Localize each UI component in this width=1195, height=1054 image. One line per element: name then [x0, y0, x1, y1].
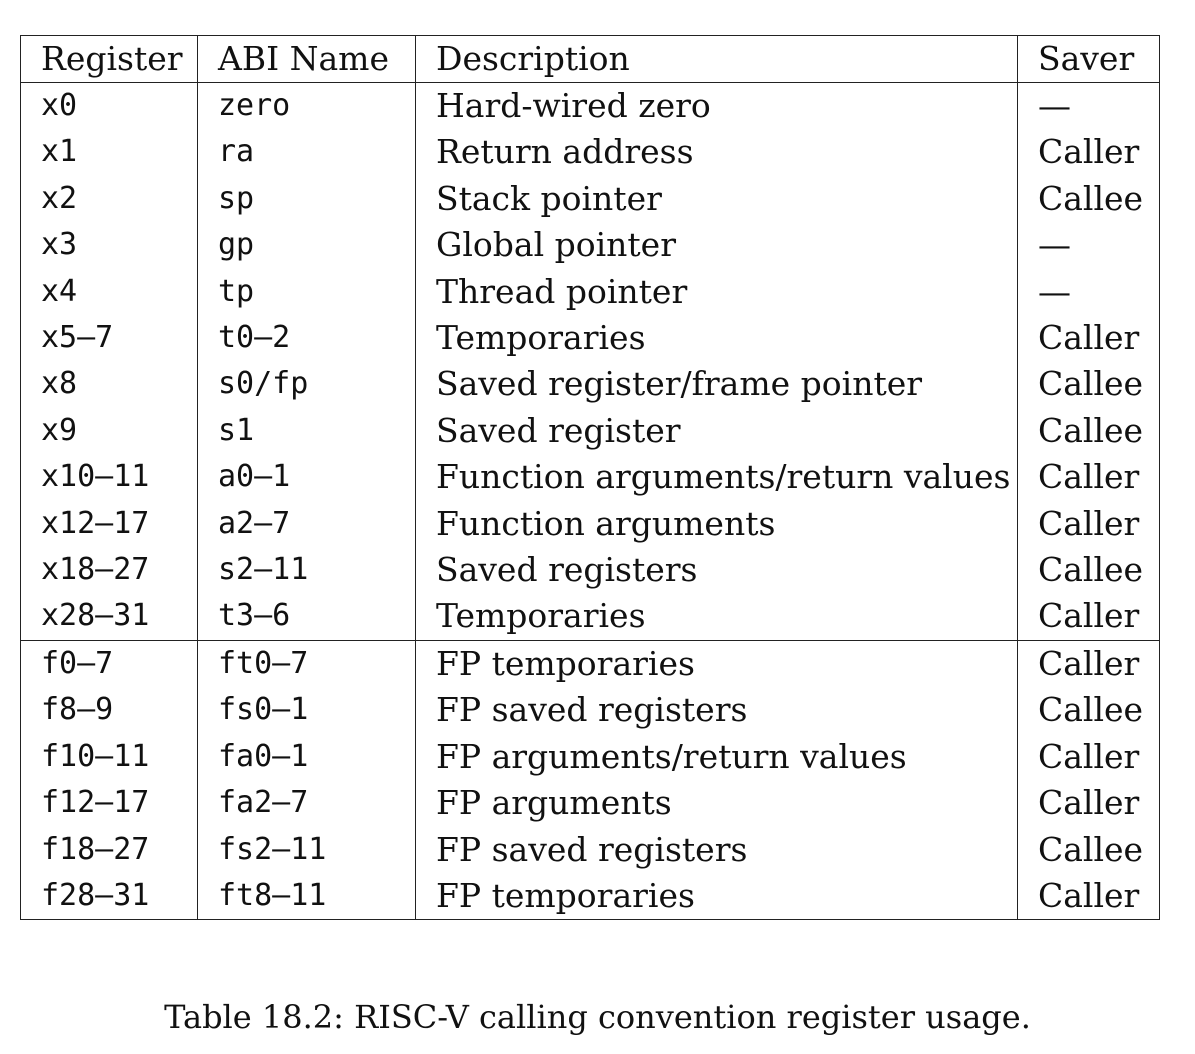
header-description: Description [416, 36, 1018, 83]
description-cell: Thread pointer [416, 269, 1018, 315]
table-row [21, 83, 1160, 130]
table-row [21, 501, 1160, 547]
register-cell: x2 [21, 176, 198, 222]
register-cell: f28–31 [21, 873, 198, 920]
table-row [21, 129, 1160, 175]
abi-name-cell: t3–6 [198, 593, 416, 640]
abi-name-cell: a0–1 [198, 454, 416, 500]
table-row [21, 176, 1160, 222]
description-cell: FP temporaries [416, 873, 1018, 920]
register-cell: x18–27 [21, 547, 198, 593]
register-cell: f0–7 [21, 640, 198, 687]
table-row [21, 222, 1160, 268]
description-cell: Global pointer [416, 222, 1018, 268]
register-cell: x9 [21, 408, 198, 454]
saver-cell: Callee [1018, 547, 1160, 593]
table-header [21, 36, 1160, 83]
saver-cell: Caller [1018, 780, 1160, 826]
abi-name-cell: sp [198, 176, 416, 222]
saver-cell: Callee [1018, 687, 1160, 733]
register-cell: f18–27 [21, 827, 198, 873]
register-cell: x3 [21, 222, 198, 268]
abi-name-cell: s0/fp [198, 361, 416, 407]
table-row [21, 593, 1160, 640]
register-table-container [20, 35, 1159, 920]
header-abi-name: ABI Name [198, 36, 416, 83]
description-cell: Temporaries [416, 315, 1018, 361]
description-cell: FP arguments/return values [416, 734, 1018, 780]
saver-cell: — [1018, 222, 1160, 268]
description-cell: FP temporaries [416, 640, 1018, 687]
saver-cell: Caller [1018, 593, 1160, 640]
abi-name-cell: tp [198, 269, 416, 315]
description-cell: FP saved registers [416, 827, 1018, 873]
table-row [21, 827, 1160, 873]
header-row [21, 36, 1160, 83]
description-cell: Hard-wired zero [416, 83, 1018, 130]
saver-cell: Callee [1018, 176, 1160, 222]
saver-cell: Caller [1018, 454, 1160, 500]
description-cell: Temporaries [416, 593, 1018, 640]
table-row [21, 269, 1160, 315]
header-register: Register [21, 36, 198, 83]
register-cell: x12–17 [21, 501, 198, 547]
table-row [21, 734, 1160, 780]
saver-cell: Caller [1018, 501, 1160, 547]
table-row [21, 687, 1160, 733]
table-row [21, 873, 1160, 920]
saver-cell: Caller [1018, 315, 1160, 361]
register-cell: x8 [21, 361, 198, 407]
saver-cell: Callee [1018, 827, 1160, 873]
abi-name-cell: s2–11 [198, 547, 416, 593]
description-cell: Saved register/frame pointer [416, 361, 1018, 407]
abi-name-cell: t0–2 [198, 315, 416, 361]
register-cell: f10–11 [21, 734, 198, 780]
abi-name-cell: gp [198, 222, 416, 268]
register-cell: f12–17 [21, 780, 198, 826]
abi-name-cell: fs2–11 [198, 827, 416, 873]
header-saver: Saver [1018, 36, 1160, 83]
register-usage-table [20, 35, 1160, 920]
abi-name-cell: ft8–11 [198, 873, 416, 920]
table-row [21, 454, 1160, 500]
table-caption: Table 18.2: RISC-V calling convention register usage. [164, 998, 1031, 1036]
description-cell: Saved registers [416, 547, 1018, 593]
fp-register-group [21, 640, 1160, 919]
register-cell: x28–31 [21, 593, 198, 640]
description-cell: Saved register [416, 408, 1018, 454]
table-row [21, 780, 1160, 826]
saver-cell: Caller [1018, 640, 1160, 687]
saver-cell: Caller [1018, 734, 1160, 780]
saver-cell: Caller [1018, 129, 1160, 175]
saver-cell: Callee [1018, 361, 1160, 407]
register-cell: x5–7 [21, 315, 198, 361]
table-row [21, 547, 1160, 593]
table-row [21, 315, 1160, 361]
table-row [21, 361, 1160, 407]
abi-name-cell: ft0–7 [198, 640, 416, 687]
register-cell: x4 [21, 269, 198, 315]
table-row [21, 408, 1160, 454]
abi-name-cell: a2–7 [198, 501, 416, 547]
description-cell: Function arguments [416, 501, 1018, 547]
saver-cell: — [1018, 269, 1160, 315]
description-cell: FP saved registers [416, 687, 1018, 733]
abi-name-cell: fs0–1 [198, 687, 416, 733]
register-cell: x10–11 [21, 454, 198, 500]
saver-cell: — [1018, 83, 1160, 130]
description-cell: Return address [416, 129, 1018, 175]
description-cell: Stack pointer [416, 176, 1018, 222]
abi-name-cell: zero [198, 83, 416, 130]
description-cell: FP arguments [416, 780, 1018, 826]
abi-name-cell: fa2–7 [198, 780, 416, 826]
register-cell: x1 [21, 129, 198, 175]
abi-name-cell: ra [198, 129, 416, 175]
table-row [21, 640, 1160, 687]
abi-name-cell: s1 [198, 408, 416, 454]
register-cell: x0 [21, 83, 198, 130]
register-cell: f8–9 [21, 687, 198, 733]
saver-cell: Caller [1018, 873, 1160, 920]
abi-name-cell: fa0–1 [198, 734, 416, 780]
saver-cell: Callee [1018, 408, 1160, 454]
integer-register-group [21, 83, 1160, 641]
description-cell: Function arguments/return values [416, 454, 1018, 500]
